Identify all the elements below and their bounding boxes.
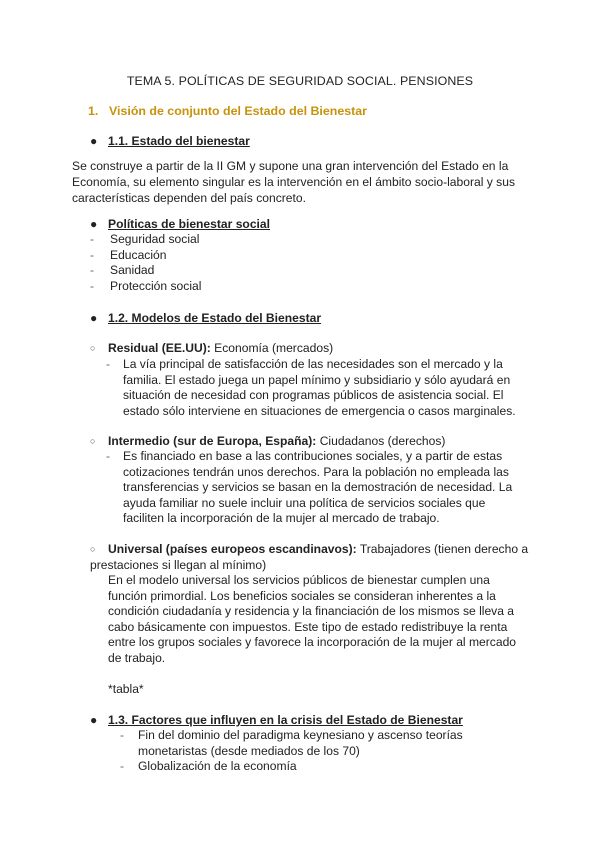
bullet-icon: ●: [90, 713, 98, 727]
dash-marker: -: [120, 728, 125, 742]
dash-marker: -: [106, 449, 111, 463]
model-intermedio-heading: ○ Intermedio (sur de Europa, España): Ciudadanos (derechos): [90, 434, 446, 448]
list-item: - Fin del dominio del paradigma keynesiano y ascenso teorías monetaristas (desde mediados de los 70): [120, 728, 463, 758]
bullet-icon: ●: [90, 217, 98, 231]
bullet-icon: ●: [90, 311, 98, 325]
politicas-list: [90, 232, 201, 294]
subsection-heading-1-1: [90, 134, 250, 148]
section-number: 1.: [88, 104, 99, 118]
bullet-icon: ●: [90, 134, 98, 148]
subsection-label: 1.3. Factores que influyen en la crisis del Estado de Bienestar: [108, 713, 463, 727]
list-item: - Seguridad social: [90, 232, 200, 246]
section-heading-1: [88, 104, 367, 118]
page-title: TEMA 5. POLÍTICAS DE SEGURIDAD SOCIAL. PENSIONES: [126, 74, 474, 88]
model-universal-heading: ○ Universal (países europeos escandinavos): Trabajadores (tienen derecho a prestaciones si llegan al mínimo): [90, 542, 529, 572]
dash-marker: -: [90, 278, 95, 293]
dash-marker: -: [120, 759, 125, 773]
subsection-label: 1.1. Estado del bienestar: [108, 134, 250, 148]
subsection-heading-1-2: [90, 311, 321, 325]
list-item: - Educación: [90, 247, 167, 262]
dash-marker: -: [106, 357, 111, 371]
subsection-heading-politicas: [90, 217, 270, 231]
dash-marker: -: [90, 247, 95, 262]
list-item: - Globalización de la economía: [120, 759, 297, 773]
circle-bullet-icon: ○: [90, 436, 96, 446]
circle-bullet-icon: ○: [90, 544, 96, 554]
paragraph-estado-bienestar: Se construye a partir de la II GM y supone una gran intervención del Estado en la Economía, su elemento singular es la intervención en el ámbito socio-laboral y sus características dependen del país concreto.: [72, 159, 515, 205]
list-item: - Protección social: [90, 278, 202, 293]
factores-list: [120, 728, 500, 775]
subsection-heading-1-3: [90, 713, 463, 727]
model-universal-body: En el modelo universal los servicios públicos de bienestar cumplen una función primordial. Los beneficios sociales se consideran inherentes a la condición ciudadanía y residencia y la financiación de los mismos se lleva a cabo básicamente con impuestos. Este tipo de estado redistribuye la renta entre los grupos sociales y favorece la incorporación de la mujer al mercado de trabajo.: [108, 573, 517, 665]
circle-bullet-icon: ○: [90, 343, 96, 353]
dash-marker: -: [90, 263, 95, 277]
subsection-label: 1.2. Modelos de Estado del Bienestar: [108, 311, 322, 325]
subsection-label: Políticas de bienestar social: [108, 217, 270, 231]
model-residual-body: - La vía principal de satisfacción de las necesidades son el mercado y la familia. El estado juega un papel mínimo y subsidiario y sólo ayudará en situación de necesidad con programas públicos de asistencia social. El estado sólo interviene en situaciones de emergencia o casos marginales.: [106, 357, 516, 418]
dash-marker: -: [90, 232, 95, 246]
list-item: - Sanidad: [90, 263, 155, 277]
model-residual-heading: ○ Residual (EE.UU): Economía (mercados): [90, 341, 334, 355]
section-label: Visión de conjunto del Estado del Bienestar: [109, 104, 367, 118]
tabla-note: *tabla*: [108, 682, 144, 696]
model-intermedio-body: - Es financiado en base a las contribuciones sociales, y a partir de estas cotizaciones tendrán unos derechos. Para la población no empleada las transferencias y servicios se basan en la demostración de necesidad. La ayuda familiar no suele incluir una política de servicios sociales que faciliten la incorporación de la mujer al mercado de trabajo.: [106, 449, 513, 525]
